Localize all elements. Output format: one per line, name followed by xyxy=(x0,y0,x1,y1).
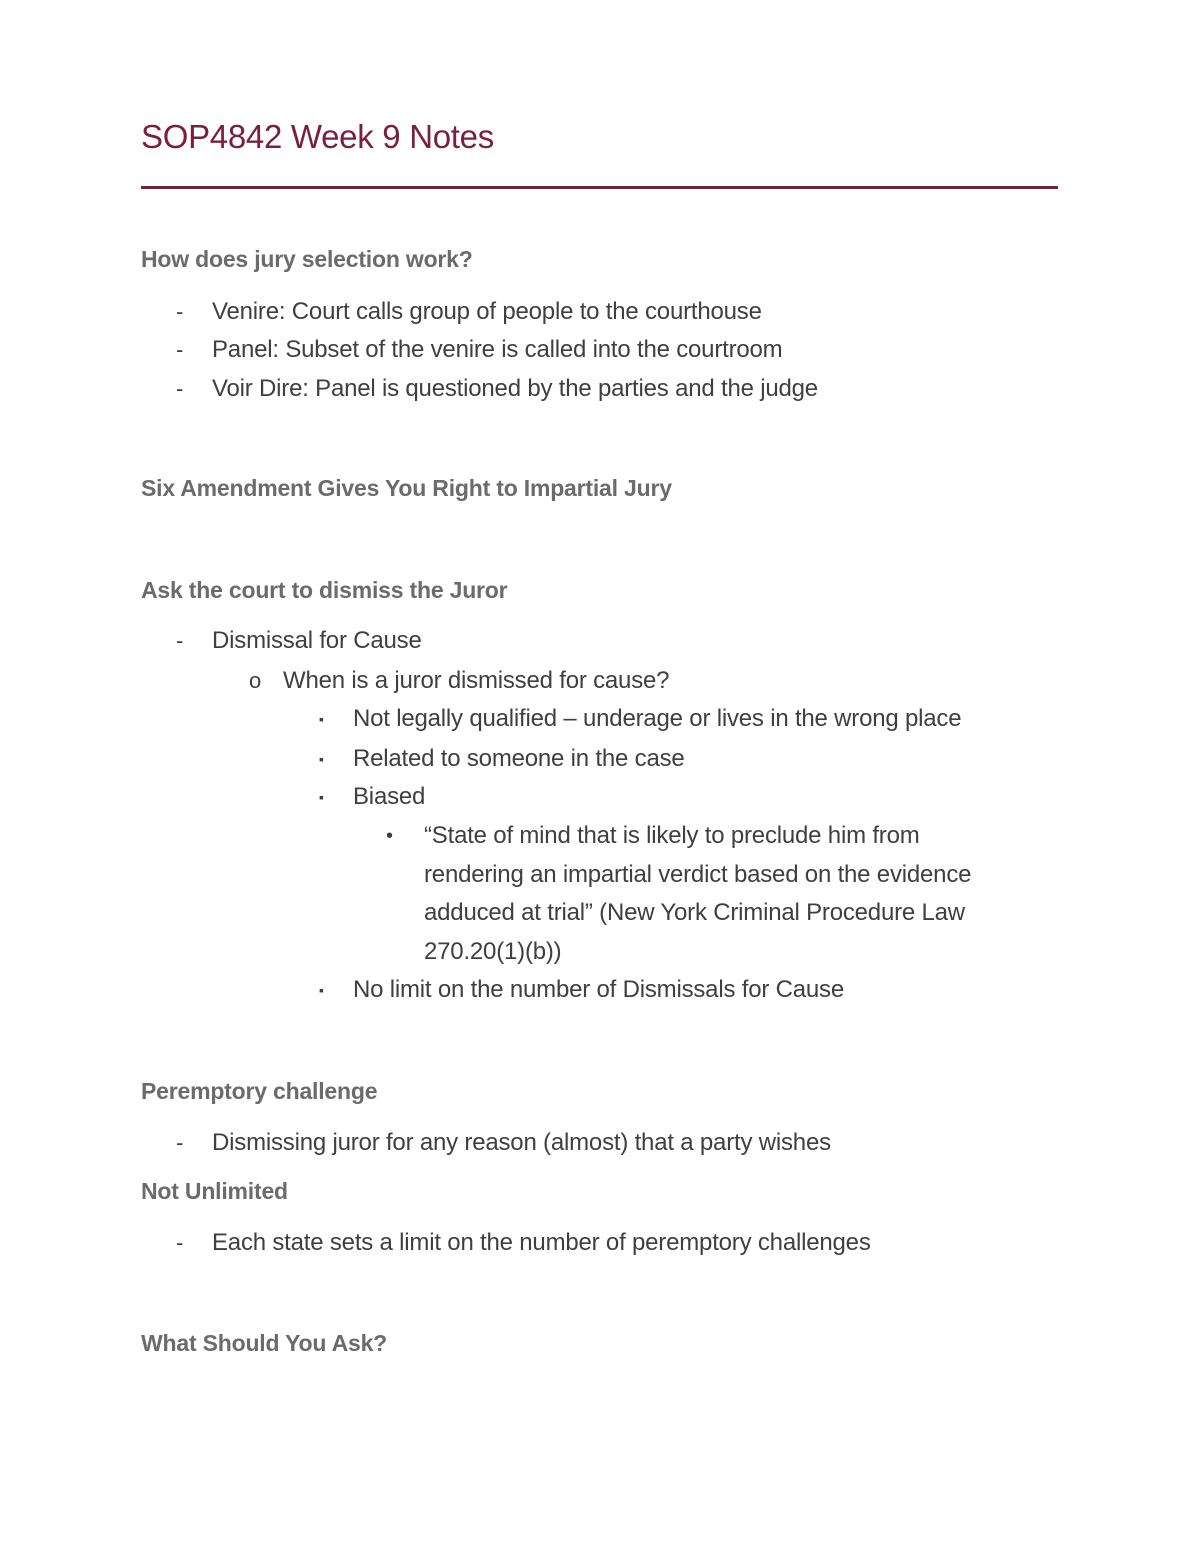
dash-marker: - xyxy=(176,337,184,362)
quote-line: “State of mind that is likely to preclude him from xyxy=(424,822,920,849)
dash-marker: - xyxy=(176,376,184,401)
list-item: Panel: Subset of the venire is called into the courtroom xyxy=(212,336,783,363)
title-divider xyxy=(141,186,1058,189)
list-item: Dismissal for Cause xyxy=(212,627,422,654)
page-title: SOP4842 Week 9 Notes xyxy=(141,118,494,155)
heading-what-to-ask: What Should You Ask? xyxy=(141,1330,388,1356)
dash-marker: - xyxy=(176,299,184,324)
heading-dismiss-juror: Ask the court to dismiss the Juror xyxy=(141,577,508,603)
heading-sixth-amendment: Six Amendment Gives You Right to Impartial Jury xyxy=(141,475,672,501)
square-bullet-icon: ▪ xyxy=(319,711,324,727)
heading-not-unlimited: Not Unlimited xyxy=(141,1178,288,1204)
list-item: Voir Dire: Panel is questioned by the parties and the judge xyxy=(212,375,818,402)
bullet-icon: • xyxy=(386,825,394,847)
heading-jury-selection: How does jury selection work? xyxy=(141,246,473,272)
square-bullet-icon: ▪ xyxy=(319,789,324,805)
heading-peremptory: Peremptory challenge xyxy=(141,1078,378,1104)
list-item: Each state sets a limit on the number of peremptory challenges xyxy=(212,1229,871,1256)
list-item: Not legally qualified – underage or lives in the wrong place xyxy=(353,705,962,732)
dash-marker: - xyxy=(176,628,184,653)
quote-line: 270.20(1)(b)) xyxy=(424,938,562,965)
list-item: Venire: Court calls group of people to the courthouse xyxy=(212,298,762,325)
dash-marker: - xyxy=(176,1130,184,1155)
square-bullet-icon: ▪ xyxy=(319,751,324,767)
square-bullet-icon: ▪ xyxy=(319,982,324,998)
list-item: No limit on the number of Dismissals for Cause xyxy=(353,976,844,1003)
quote-line: rendering an impartial verdict based on the evidence xyxy=(424,861,972,888)
circle-marker: o xyxy=(249,668,262,693)
quote-line: adduced at trial” (New York Criminal Procedure Law xyxy=(424,899,965,926)
list-item: Dismissing juror for any reason (almost) that a party wishes xyxy=(212,1129,831,1156)
dash-marker: - xyxy=(176,1230,184,1255)
list-item: Related to someone in the case xyxy=(353,745,685,772)
list-item: Biased xyxy=(353,783,426,810)
list-item: When is a juror dismissed for cause? xyxy=(283,667,670,694)
